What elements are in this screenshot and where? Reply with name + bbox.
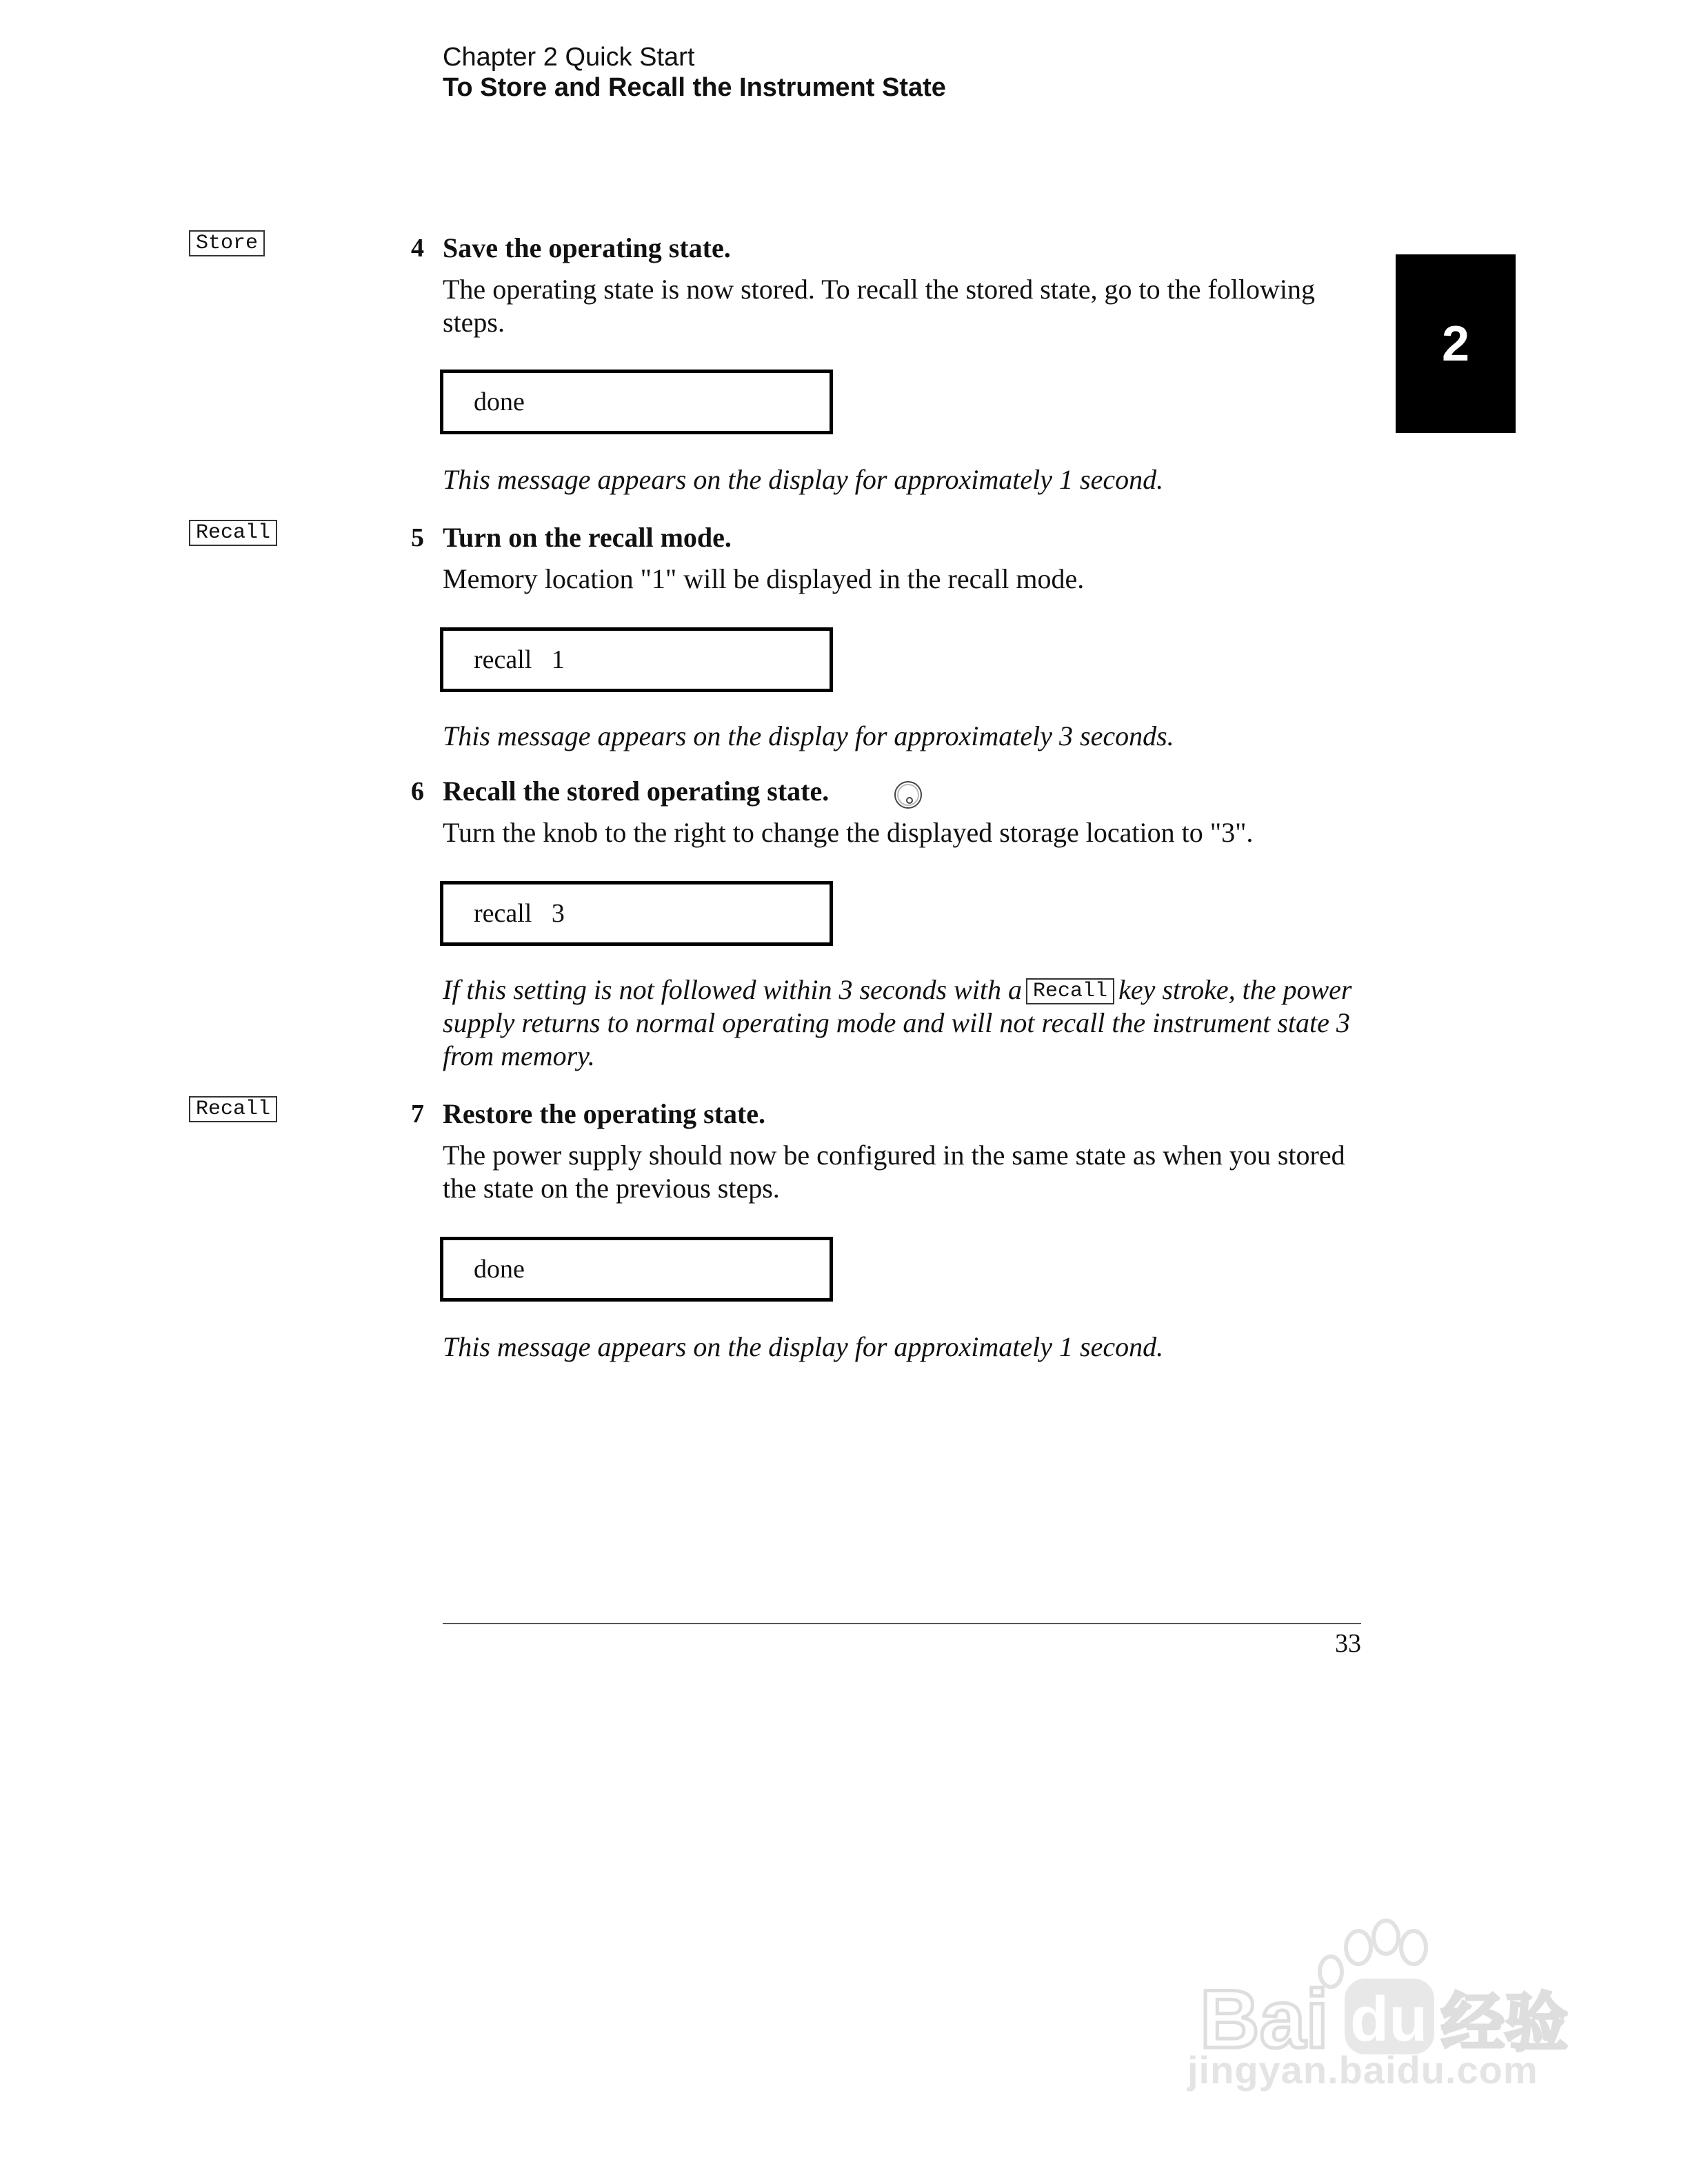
step-note [443, 973, 1367, 1073]
svg-text:du: du [1350, 1984, 1428, 2054]
step-number: 6 [411, 777, 424, 806]
step-body: Memory location "1" will be displayed in the recall mode. [443, 563, 1085, 594]
svg-text:经验: 经验 [1441, 1986, 1569, 2060]
step-number: 5 [411, 523, 424, 552]
display-box: done [440, 1237, 833, 1302]
step-note: This message appears on the display for approximately 1 second. [443, 464, 1164, 495]
display-box: recall 3 [440, 881, 833, 946]
chapter-tab: 2 [1396, 254, 1516, 433]
page-number: 33 [1335, 1629, 1361, 1658]
section-heading: To Store and Recall the Instrument State [443, 73, 946, 102]
step-title: Restore the operating state. [443, 1098, 766, 1129]
recall-key-label: Recall [189, 520, 277, 546]
step-note: This message appears on the display for approximately 1 second. [443, 1331, 1164, 1362]
step-body: The operating state is now stored. To recall the stored state, go to the following steps. [443, 274, 1316, 338]
step-body: The power supply should now be configured in the same state as when you stored the state on the previous steps. [443, 1140, 1345, 1204]
footer-rule [443, 1623, 1361, 1624]
recall-key-inline: Recall [1026, 978, 1114, 1004]
step-title: Save the operating state. [443, 232, 731, 263]
recall-key-label: Recall [189, 1096, 277, 1122]
note-text: key stroke, the power supply returns to normal operating mode and will not recall the instrument state 3 from memory. [443, 974, 1352, 1071]
chapter-heading: Chapter 2 Quick Start [443, 43, 695, 72]
step-title: Turn on the recall mode. [443, 522, 732, 553]
step-title: Recall the stored operating state. [443, 776, 830, 807]
step-number: 7 [411, 1100, 424, 1129]
display-box: done [440, 370, 833, 434]
svg-text:Bai: Bai [1200, 1973, 1329, 2065]
knob-icon [894, 780, 923, 809]
display-box: recall 1 [440, 627, 833, 692]
step-body: Turn the knob to the right to change the displayed storage location to "3". [443, 817, 1254, 848]
note-text: If this setting is not followed within 3 seconds with a [443, 974, 1023, 1005]
store-key-label: Store [189, 230, 265, 256]
step-number: 4 [411, 234, 424, 263]
step-note: This message appears on the display for approximately 3 seconds. [443, 720, 1174, 751]
watermark-url: jingyan.baidu.com [1187, 2048, 1538, 2092]
